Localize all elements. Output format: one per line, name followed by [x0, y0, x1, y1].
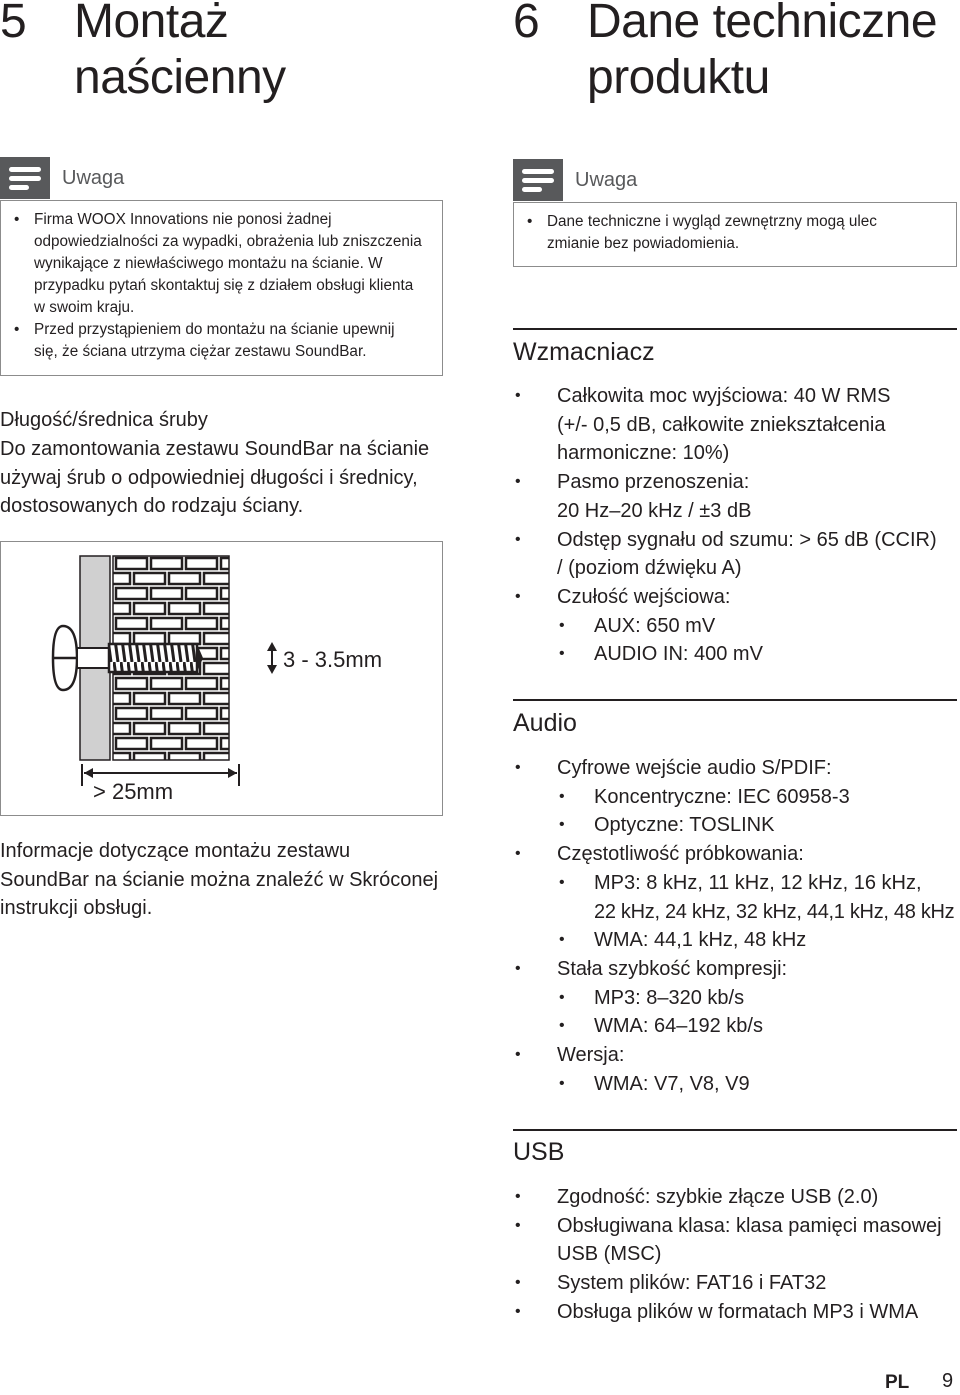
- note-label: Uwaga: [62, 166, 125, 189]
- spec-subitem: • WMA: 64–192 kb/s: [513, 1012, 960, 1041]
- note-item-cont: odpowiedzialności za wypadki, obrażenia lub zniszczenia: [34, 233, 422, 250]
- note-item-cont: wynikające z niewłaściwego montażu na ścianie. W: [34, 255, 383, 272]
- spec-item: • Obsługa plików w formatach MP3 i WMA: [513, 1298, 960, 1327]
- chapter-number: 6: [513, 0, 540, 48]
- spec-item: • Wersja:: [513, 1041, 960, 1070]
- note-item: • Firma WOOX Innovations nie ponosi żadnej: [34, 209, 432, 231]
- paragraph-line: instrukcji obsługi.: [0, 897, 153, 919]
- chapter-number: 5: [0, 0, 27, 48]
- spec-item: • Cyfrowe wejście audio S/PDIF:: [513, 754, 960, 783]
- spec-subitem: • WMA: 44,1 kHz, 48 kHz: [513, 926, 960, 955]
- spec-subitem: • MP3: 8 kHz, 11 kHz, 12 kHz, 16 kHz,: [513, 869, 960, 898]
- section-subhead-screw: Długość/średnica śruby: [0, 409, 208, 431]
- section-rule: [513, 328, 957, 330]
- length-label: > 25mm: [93, 779, 174, 804]
- spec-subitem: • MP3: 8–320 kb/s: [513, 984, 960, 1013]
- spec-subitem: • AUDIO IN: 400 mV: [513, 640, 960, 669]
- note-item-cont: się, że ściana utrzyma ciężar zestawu SoundBar.: [34, 343, 367, 360]
- spec-item-cont: / (poziom dźwięku A): [557, 557, 742, 580]
- note-item: • Dane techniczne i wygląd zewnętrzny mogą ulec: [547, 211, 946, 233]
- spec-item: • Całkowita moc wyjściowa: 40 W RMS: [513, 382, 960, 411]
- note-box: [513, 202, 957, 267]
- spec-item-cont: (+/- 0,5 dB, całkowite zniekształcenia: [557, 413, 886, 436]
- note-header: [513, 159, 637, 201]
- note-item: • Przed przystąpieniem do montażu na ścianie upewnij: [34, 319, 432, 341]
- paragraph-line: Informacje dotyczące montażu zestawu: [0, 840, 351, 862]
- paragraph-line: używaj śrub o odpowiedniej długości i średnicy,: [0, 466, 418, 489]
- screw-diagram: [0, 541, 443, 816]
- spec-item: • Odstęp sygnału od szumu: > 65 dB (CCIR): [513, 526, 960, 555]
- footer-language: PL: [885, 1372, 910, 1393]
- note-label: Uwaga: [575, 168, 638, 191]
- spec-subitem: • WMA: V7, V8, V9: [513, 1070, 960, 1099]
- spec-item: • Zgodność: szybkie złącze USB (2.0): [513, 1183, 960, 1212]
- note-item-cont: zmianie bez powiadomienia.: [547, 235, 740, 252]
- spec-item: • Częstotliwość próbkowania:: [513, 840, 960, 869]
- paragraph-screw: [0, 435, 450, 521]
- spec-subitem: • AUX: 650 mV: [513, 612, 960, 641]
- spec-item-cont: 20 Hz–20 kHz / ±3 dB: [557, 499, 752, 522]
- spec-list-usb: [513, 1183, 960, 1327]
- screw-diagram-illustration: [1, 542, 442, 815]
- paragraph-line: dostosowanych do rodzaju ściany.: [0, 495, 304, 517]
- note-item-cont: przypadku pytań skontaktuj się z działem obsługi klienta: [34, 277, 414, 294]
- chapter-title-line1: Dane techniczne: [587, 0, 938, 48]
- note-icon: [513, 159, 563, 201]
- spec-subitem-cont: 22 kHz, 24 kHz, 32 kHz, 44,1 kHz, 48 kHz: [594, 900, 955, 923]
- footer-page-number: 9: [942, 1370, 954, 1392]
- diameter-label: 3 - 3.5mm: [283, 647, 383, 672]
- spec-list-audio: [513, 754, 960, 1098]
- note-icon: [0, 157, 50, 199]
- section-rule: [513, 1129, 957, 1131]
- paragraph-line: SoundBar na ścianie można znaleźć w Skróconej: [0, 868, 439, 891]
- section-rule: [513, 699, 957, 701]
- note-box: [0, 200, 443, 376]
- spec-item-cont: harmoniczne: 10%): [557, 442, 730, 465]
- section-title-usb: USB: [513, 1138, 565, 1166]
- spec-item: • Obsługiwana klasa: klasa pamięci masowej: [513, 1212, 960, 1241]
- spec-item-cont: USB (MSC): [557, 1243, 662, 1266]
- chapter-title-line2: naścienny: [74, 51, 286, 104]
- spec-item: • System plików: FAT16 i FAT32: [513, 1269, 960, 1298]
- chapter-title-line1: Montaż: [74, 0, 229, 48]
- spec-item: • Pasmo przenoszenia:: [513, 468, 960, 497]
- spec-item: • Czułość wejściowa:: [513, 583, 960, 612]
- spec-item: • Stała szybkość kompresji:: [513, 955, 960, 984]
- spec-subitem: • Optyczne: TOSLINK: [513, 811, 960, 840]
- paragraph-mounting-info: [0, 837, 450, 923]
- paragraph-line: Do zamontowania zestawu SoundBar na ścianie: [0, 438, 430, 460]
- section-title-audio: Audio: [513, 709, 577, 737]
- chapter-title-line2: produktu: [587, 51, 770, 104]
- spec-subitem: • Koncentryczne: IEC 60958-3: [513, 783, 960, 812]
- note-item-cont: w swoim kraju.: [34, 299, 135, 316]
- note-header: [0, 157, 124, 199]
- spec-list-amplifier: [513, 382, 960, 669]
- section-title-amplifier: Wzmacniacz: [513, 338, 655, 366]
